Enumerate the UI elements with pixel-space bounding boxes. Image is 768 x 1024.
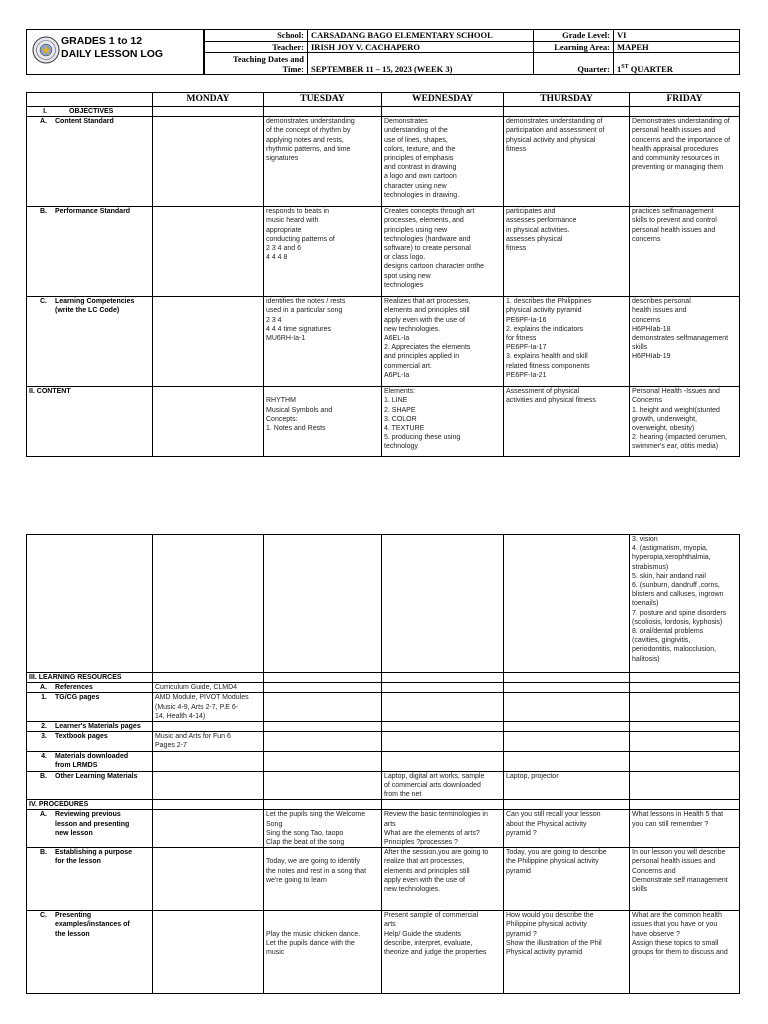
cell-tuesday: Today, we are going to identify the notes and rest in a song that we're going to learn xyxy=(264,848,382,911)
row-title: TG/CG pages xyxy=(55,694,100,702)
cell-thursday xyxy=(504,673,630,683)
cell-friday: 3. vision 4. (astigmatism, myopia, hyperopia,xerophthalmia, strabismus) 5. skin, hair andand nail 6. (sunburn, dandruff ,corns, blisters and calluses, ingrown toenails) 7. posture and spine disorders (scoliosis, lordosis, kyphosis) 8. oral/dental problems (cavities, gingivitis, periodontitis, malocclusion, halitosis) xyxy=(630,535,740,673)
table-row xyxy=(27,722,740,732)
cell-tuesday xyxy=(264,535,382,673)
quarter-word: QUARTER xyxy=(628,64,673,74)
cell-wednesday xyxy=(382,107,504,117)
cell-monday xyxy=(153,771,264,800)
cell-friday xyxy=(630,752,740,771)
cell-friday: describes personal health issues and concerns H6PHIab-18 demonstrates selfmanagement skills H6PHIab-19 xyxy=(630,297,740,387)
cell-tuesday xyxy=(264,693,382,722)
row-label xyxy=(27,117,153,207)
day-header-tuesday: TUESDAY xyxy=(264,93,382,107)
cell-wednesday: Present sample of commercial arts Help/ Guide the students describe, interpret, evaluate, theorize and judge the properties xyxy=(382,911,504,994)
cell-thursday: Laptop, projector xyxy=(504,771,630,800)
table-row xyxy=(27,107,740,117)
cell-wednesday xyxy=(382,693,504,722)
cell-tuesday: demonstrates understanding of the concept of rhythm by applying notes and rests, rhythmic patterns, and time signatures xyxy=(264,117,382,207)
teaching-dates-value: SEPTEMBER 11 – 15, 2023 (WEEK 3) xyxy=(308,53,534,75)
resources-procedures-table xyxy=(26,534,740,994)
cell-friday xyxy=(630,722,740,732)
cell-thursday xyxy=(504,732,630,752)
cell-friday xyxy=(630,673,740,683)
table-row xyxy=(27,752,740,771)
learning-area-label: Learning Area: xyxy=(534,41,614,53)
row-label xyxy=(27,387,153,457)
table-row xyxy=(27,207,740,297)
cell-monday xyxy=(153,848,264,911)
cell-thursday: 1. describes the Philippines physical activity pyramid PE6PF-Ia-16 2. explains the indicators for fitness PE6PF-Ia-17 3. explains health and skill related fitness components PE6PF-Ia-21 xyxy=(504,297,630,387)
cell-wednesday: Demonstrates understanding of the use of lines, shapes, colors, texture, and the principles of emphasis and contrast in drawing a logo and own cartoon character using new technologies in drawing. xyxy=(382,117,504,207)
row-title: Other Learning Materials xyxy=(55,772,138,780)
day-header-friday: FRIDAY xyxy=(630,93,740,107)
cell-friday: Personal Health -Issues and Concerns 1. height and weight(stunted growth, underweight, overweight, obesity) 2. hearing (impacted cerumen, swimmer's ear, otitis media) xyxy=(630,387,740,457)
cell-tuesday: Let the pupils sing the Welcome Song Sing the song Tao, taopo Clap the beat of the song xyxy=(264,810,382,848)
quarter-number: 1 xyxy=(617,64,622,74)
cell-friday: What lessons in Health 5 that you can still remember ? xyxy=(630,810,740,848)
cell-tuesday: responds to beats in music heard with appropriate conducting patterns of 2 3 4 and 6 4 4 4 8 xyxy=(264,207,382,297)
cell-tuesday: identifies the notes / rests used in a particular song 2 3 4 4 4 4 time signatures MU6RH-Ia-1 xyxy=(264,297,382,387)
row-label xyxy=(27,722,153,732)
row-number: I. xyxy=(43,108,47,115)
table-row xyxy=(27,732,740,752)
cell-friday xyxy=(630,732,740,752)
row-number: B. xyxy=(40,208,47,216)
teacher-label: Teacher: xyxy=(205,41,308,53)
row-title: Presenting examples/instances of the lesson xyxy=(55,912,130,938)
cell-monday: AMD Module, PIVOT Modules (Music 4-9, Arts 2-7, P.E 6- 14, Health 4-14) xyxy=(153,693,264,722)
deped-logo-box xyxy=(26,29,204,75)
table-row xyxy=(27,387,740,457)
row-title: Learning Competencies (write the LC Code) xyxy=(55,298,135,315)
cell-thursday: Today, you are going to describe the Philippine physical activity pyramid xyxy=(504,848,630,911)
row-label xyxy=(27,207,153,297)
row-label xyxy=(27,683,153,693)
cell-wednesday xyxy=(382,535,504,673)
cell-tuesday xyxy=(264,771,382,800)
cell-monday xyxy=(153,673,264,683)
cell-wednesday: Realizes that art processes, elements and principles still apply even with the use of new technologies. A6EL-Ia 2. Appreciates the elements and principles applied in commercial art. A6PL-Ia xyxy=(382,297,504,387)
log-title xyxy=(61,35,163,61)
cell-friday: What are the common health issues that you have or you have observe ? Assign these topics to small groups for them to discuss and xyxy=(630,911,740,994)
table-row xyxy=(27,683,740,693)
cell-monday xyxy=(153,800,264,810)
cell-wednesday: Laptop, digital art works, sample of commercial arts downloaded from the net xyxy=(382,771,504,800)
cell-wednesday: Review the basic terminologies in arts What are the elements of arts? Principles ?processes ? xyxy=(382,810,504,848)
row-number: 2. xyxy=(41,723,47,731)
day-header-row xyxy=(27,93,740,107)
cell-wednesday xyxy=(382,752,504,771)
cell-friday xyxy=(630,107,740,117)
cell-thursday xyxy=(504,107,630,117)
section-title: III. LEARNING RESOURCES xyxy=(29,674,122,681)
table-row xyxy=(27,800,740,810)
row-label xyxy=(27,535,153,673)
log-title-line2: DAILY LESSON LOG xyxy=(61,48,164,60)
cell-thursday xyxy=(504,800,630,810)
table-row xyxy=(27,673,740,683)
lesson-log-header xyxy=(26,29,739,77)
row-title: Materials downloaded from LRMDS xyxy=(55,753,129,770)
cell-thursday xyxy=(504,683,630,693)
cell-monday xyxy=(153,387,264,457)
header-info-table xyxy=(204,29,740,75)
cell-wednesday xyxy=(382,683,504,693)
row-number: A. xyxy=(40,118,47,126)
table-row xyxy=(27,297,740,387)
table-row xyxy=(27,535,740,673)
row-label xyxy=(27,107,153,117)
quarter-label: Quarter: xyxy=(534,53,614,75)
cell-monday xyxy=(153,297,264,387)
cell-tuesday xyxy=(264,683,382,693)
cell-wednesday xyxy=(382,673,504,683)
row-title: Content Standard xyxy=(55,118,114,126)
school-value: CARSADANG BAGO ELEMENTARY SCHOOL xyxy=(308,30,534,42)
table-row xyxy=(27,848,740,911)
cell-wednesday xyxy=(382,732,504,752)
cell-wednesday: After the session,you are going to realize that art processes, elements and principles still apply even with the use of new technologies. xyxy=(382,848,504,911)
cell-thursday xyxy=(504,752,630,771)
day-header-wednesday: WEDNESDAY xyxy=(382,93,504,107)
deped-seal-icon xyxy=(32,36,60,64)
row-number: A. xyxy=(40,684,47,692)
row-label xyxy=(27,297,153,387)
row-number: C. xyxy=(40,912,47,920)
cell-friday: practices selfmanagement skills to prevent and control personal health issues and concerns xyxy=(630,207,740,297)
row-label xyxy=(27,810,153,848)
row-title: References xyxy=(55,684,93,692)
cell-tuesday xyxy=(264,752,382,771)
row-label xyxy=(27,771,153,800)
table-row xyxy=(27,117,740,207)
cell-thursday xyxy=(504,722,630,732)
teaching-dates-label-line1: Teaching Dates and xyxy=(232,53,304,64)
row-label xyxy=(27,693,153,722)
section-title: IV. PROCEDURES xyxy=(29,801,89,809)
cell-friday xyxy=(630,771,740,800)
cell-monday: Curriculum Guide, CLMD4 xyxy=(153,683,264,693)
cell-friday xyxy=(630,683,740,693)
cell-tuesday xyxy=(264,722,382,732)
row-label xyxy=(27,848,153,911)
row-title: Performance Standard xyxy=(55,208,131,216)
row-label xyxy=(27,800,153,810)
cell-monday xyxy=(153,117,264,207)
row-number: C. xyxy=(40,298,47,306)
table-row xyxy=(27,911,740,994)
cell-monday xyxy=(153,107,264,117)
cell-friday xyxy=(630,800,740,810)
teacher-value: IRISH JOY V. CACHAPERO xyxy=(308,41,534,53)
table-row xyxy=(27,771,740,800)
cell-thursday: Assessment of physical activities and physical fitness xyxy=(504,387,630,457)
cell-thursday xyxy=(504,693,630,722)
cell-thursday: How would you describe the Philippine physical activity pyramid ? Show the illustration of the Phil Physical activity pyramid xyxy=(504,911,630,994)
row-title: Learner's Materials pages xyxy=(55,723,141,731)
row-title: Textbook pages xyxy=(55,733,108,741)
cell-tuesday: RHYTHM Musical Symbols and Concepts: 1. Notes and Rests xyxy=(264,387,382,457)
row-label xyxy=(27,732,153,752)
row-label xyxy=(27,752,153,771)
teaching-dates-label-line2: Time: xyxy=(282,63,304,74)
table-row xyxy=(27,810,740,848)
row-number: B. xyxy=(40,772,47,780)
cell-wednesday xyxy=(382,722,504,732)
quarter-value xyxy=(614,53,740,75)
cell-tuesday xyxy=(264,107,382,117)
row-title: Establishing a purpose for the lesson xyxy=(55,849,133,866)
cell-thursday: Can you still recall your lesson about the Physical activity pyramid ? xyxy=(504,810,630,848)
row-title: Reviewing previous lesson and presenting new lesson xyxy=(55,811,130,837)
corner-cell xyxy=(27,93,153,107)
cell-wednesday: Elements: 1. LINE 2. SHAPE 3. COLOR 4. TEXTURE 5. producing these using technology xyxy=(382,387,504,457)
cell-friday xyxy=(630,693,740,722)
teaching-dates-label xyxy=(205,53,308,75)
section-title: II. CONTENT xyxy=(29,388,71,396)
quarter-superscript: ST xyxy=(621,64,629,71)
log-title-line1: GRADES 1 to 12 xyxy=(61,35,143,47)
table-row xyxy=(27,693,740,722)
cell-thursday: demonstrates understanding of participation and assessment of physical activity and physical fitness xyxy=(504,117,630,207)
cell-monday xyxy=(153,535,264,673)
grade-level-value: VI xyxy=(614,30,740,42)
row-label xyxy=(27,911,153,994)
cell-friday: Demonstrates understanding of personal health issues and concerns and the importance of health appraisal procedures and community resources in preventing or managing them xyxy=(630,117,740,207)
row-title: OBJECTIVES xyxy=(69,108,114,115)
grade-level-label: Grade Level: xyxy=(534,30,614,42)
row-number: 4. xyxy=(41,753,47,761)
cell-thursday xyxy=(504,535,630,673)
cell-monday xyxy=(153,207,264,297)
cell-tuesday xyxy=(264,800,382,810)
cell-tuesday: Play the music chicken dance. Let the pupils dance with the music xyxy=(264,911,382,994)
row-number: B. xyxy=(40,849,47,857)
row-number: 3. xyxy=(41,733,47,741)
cell-tuesday xyxy=(264,673,382,683)
cell-monday xyxy=(153,722,264,732)
cell-friday: In our lesson you will describe personal health issues and Concerns and Demonstrate self management skills xyxy=(630,848,740,911)
school-label: School: xyxy=(205,30,308,42)
cell-monday: Music and Arts for Fun 6 Pages 2-7 xyxy=(153,732,264,752)
row-number: 1. xyxy=(41,694,47,702)
cell-thursday: participates and assesses performance in physical activities. assesses physical fitness xyxy=(504,207,630,297)
day-header-monday: MONDAY xyxy=(153,93,264,107)
row-number: A. xyxy=(40,811,47,819)
cell-monday xyxy=(153,810,264,848)
cell-wednesday xyxy=(382,800,504,810)
cell-wednesday: Creates concepts through art processes, elements, and principles using new technologies (hardware and software) to create personal or class logo. designs cartoon character onthe spot using new technologies xyxy=(382,207,504,297)
objectives-table xyxy=(26,92,740,457)
cell-monday xyxy=(153,752,264,771)
cell-monday xyxy=(153,911,264,994)
day-header-thursday: THURSDAY xyxy=(504,93,630,107)
cell-tuesday xyxy=(264,732,382,752)
learning-area-value: MAPEH xyxy=(614,41,740,53)
row-label xyxy=(27,673,153,683)
